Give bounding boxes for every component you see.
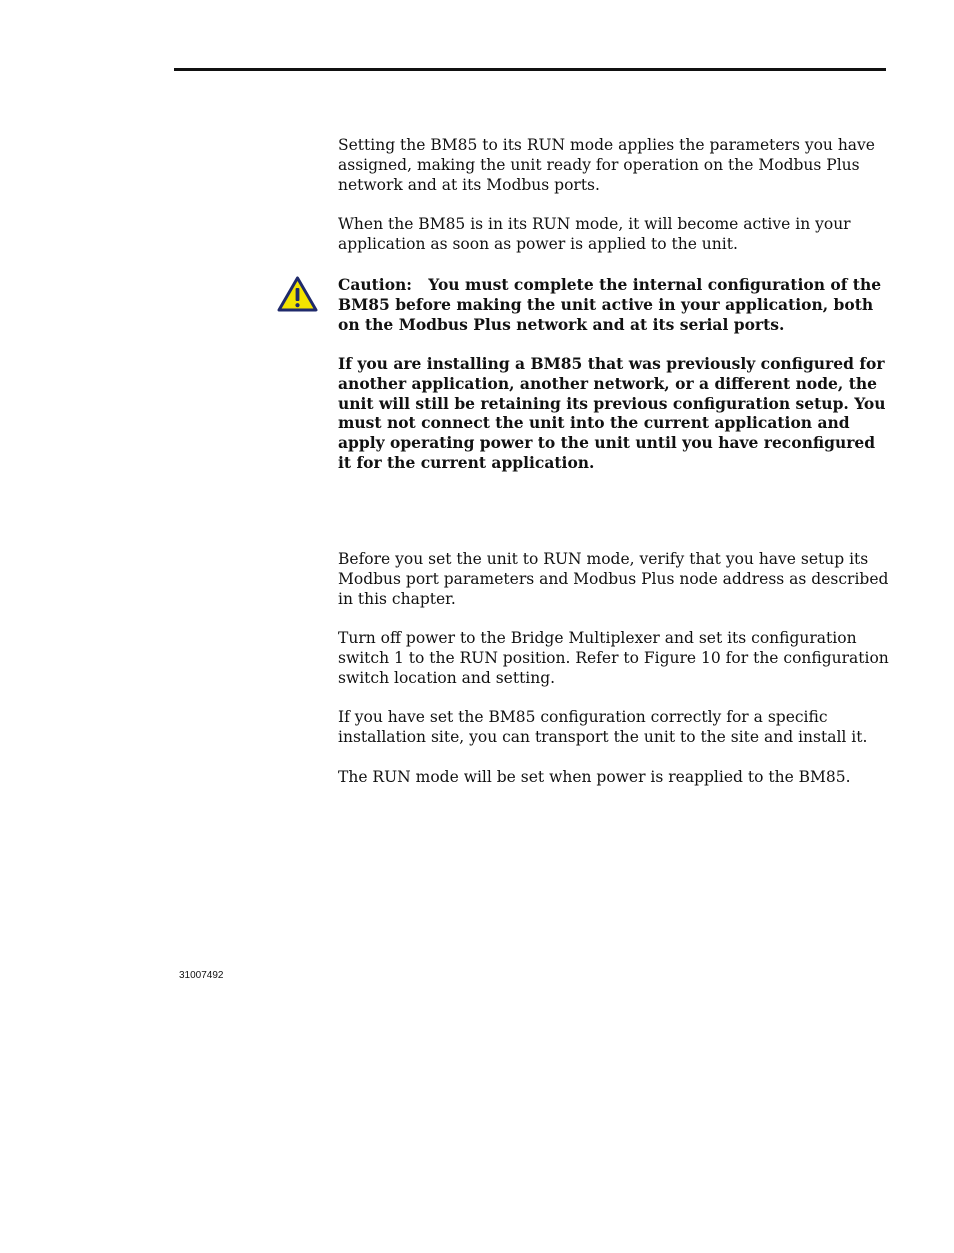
paragraph-run-mode-active: When the BM85 is in its RUN mode, it will become active in your application as soon as power is applied to the unit. [338, 215, 851, 253]
paragraph-transport: If you have set the BM85 configuration correctly for a specific installation site, you can transport the unit to the site and install it. [338, 708, 868, 746]
paragraph-before-run: Before you set the unit to RUN mode, verify that you have setup its Modbus port parameters and Modbus Plus node address as described in this chapter. [338, 550, 889, 608]
caution-text [338, 275, 890, 334]
paragraph-reapply-power: The RUN mode will be set when power is reapplied to the BM85. [338, 768, 851, 786]
caution-body: You must complete the internal configuration of the BM85 before making the unit active in your application, both on the Modbus Plus network and at its serial ports. [338, 275, 882, 334]
caution-label: Caution: [338, 275, 413, 294]
warning-triangle-icon [277, 276, 318, 312]
paragraph-turn-off-power: Turn off power to the Bridge Multiplexer and set its configuration switch 1 to the RUN position. Refer to Figure 10 for the configuration switch location and setting. [338, 629, 889, 687]
document-number: 31007492 [179, 970, 224, 981]
caution-followup: If you are installing a BM85 that was previously configured for another application, another network, or a different node, the unit will still be retaining its previous configuration setup. You must not connect the unit into the current application and apply operating power to the unit until you have reconfigured it for the current application. [338, 354, 886, 472]
paragraph-run-mode-intro: Setting the BM85 to its RUN mode applies the parameters you have assigned, making the unit ready for operation on the Modbus Plus network and at its Modbus ports. [338, 136, 875, 194]
header-rule [174, 68, 886, 71]
